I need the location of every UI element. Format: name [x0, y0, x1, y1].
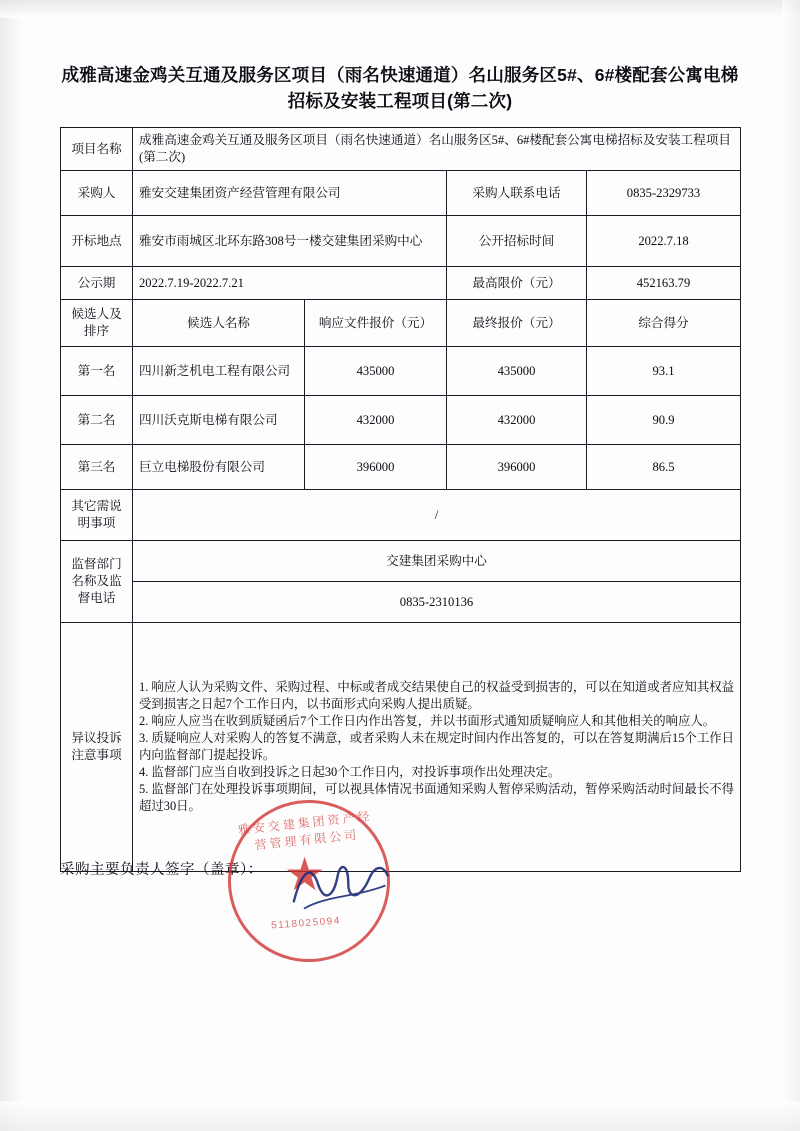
column-header-name: 候选人名称: [133, 300, 305, 347]
complaint-item-5: 5. 监督部门在处理投诉事项期间，可以视具体情况书面通知采购人暂停采购活动，暂停采购活动时间最长不得超过30日。: [139, 782, 735, 813]
label-bid-time: 公开招标时间: [447, 216, 587, 267]
seal-top-text: 雅安交建集团资产经营管理有限公司: [237, 809, 374, 853]
complaint-item-3: 3. 质疑响应人对采购人的答复不满意，或者采购人未在规定时间内作出答复的，可以在答复期满后15个工作日内向监督部门提起投诉。: [139, 731, 735, 762]
value-project-name: 成雅高速金鸡关互通及服务区项目（雨名快速通道）名山服务区5#、6#楼配套公寓电梯招标及安装工程项目(第二次): [133, 128, 741, 171]
table-row-complaint: [61, 623, 741, 872]
table-row-project-name: [61, 128, 741, 171]
scan-edge-top: [0, 0, 800, 18]
scan-edge-bottom: [0, 1101, 800, 1131]
candidate-rank-3: 第三名: [61, 445, 133, 490]
star-icon: ★: [284, 849, 326, 900]
table-row-candidate-1: [61, 347, 741, 396]
table-row-candidate-header: [61, 300, 741, 347]
table-row-publicity: [61, 267, 741, 300]
complaint-item-2: 2. 响应人应当在收到质疑函后7个工作日内作出答复，并以书面形式通知质疑响应人和其他相关的响应人。: [139, 714, 716, 728]
table-row-other: [61, 490, 741, 541]
table-row-bid-place: [61, 216, 741, 267]
column-header-response-price: 响应文件报价（元）: [305, 300, 447, 347]
candidate-name-1: 四川新芝机电工程有限公司: [133, 347, 305, 396]
candidate-final-price-1: 435000: [447, 347, 587, 396]
bid-result-table: [60, 127, 741, 872]
candidate-name-3: 巨立电梯股份有限公司: [133, 445, 305, 490]
value-supervisor-name: 交建集团采购中心: [133, 541, 741, 582]
label-publicity: 公示期: [61, 267, 133, 300]
label-buyer: 采购人: [61, 171, 133, 216]
label-project-name: 项目名称: [61, 128, 133, 171]
candidate-rank-2: 第二名: [61, 396, 133, 445]
table-row-candidate-2: [61, 396, 741, 445]
scan-edge-left: [0, 0, 26, 1131]
scan-edge-right: [782, 0, 800, 1131]
table-row-candidate-3: [61, 445, 741, 490]
table-row-supervisor-phone: [61, 582, 741, 623]
candidate-response-price-1: 435000: [305, 347, 447, 396]
label-complaint: 异议投诉注意事项: [61, 623, 133, 872]
candidate-score-3: 86.5: [587, 445, 741, 490]
label-max-price: 最高限价（元）: [447, 267, 587, 300]
table-row-buyer: [61, 171, 741, 216]
value-bid-place: 雅安市雨城区北环东路308号一楼交建集团采购中心: [133, 216, 447, 267]
candidate-score-1: 93.1: [587, 347, 741, 396]
candidate-rank-1: 第一名: [61, 347, 133, 396]
value-publicity: 2022.7.19-2022.7.21: [133, 267, 447, 300]
label-candidate-rank: 候选人及排序: [61, 300, 133, 347]
value-bid-time: 2022.7.18: [587, 216, 741, 267]
candidate-response-price-3: 396000: [305, 445, 447, 490]
label-bid-place: 开标地点: [61, 216, 133, 267]
candidate-score-2: 90.9: [587, 396, 741, 445]
candidate-response-price-2: 432000: [305, 396, 447, 445]
label-supervisor: 监督部门名称及监督电话: [61, 541, 133, 623]
complaint-item-1: 1. 响应人认为采购文件、采购过程、中标或者成交结果使自己的权益受到损害的，可以在知道或者应知其权益受到损害之日起7个工作日内，以书面形式向采购人提出质疑。: [139, 680, 735, 711]
candidate-final-price-3: 396000: [447, 445, 587, 490]
candidate-final-price-2: 432000: [447, 396, 587, 445]
signature-label: 采购主要负责人签字（盖章）：: [60, 862, 263, 878]
page-title: 成雅高速金鸡关互通及服务区项目（雨名快速通道）名山服务区5#、6#楼配套公寓电梯招标及安装工程项目(第二次): [61, 65, 739, 111]
value-buyer: 雅安交建集团资产经营管理有限公司: [133, 171, 447, 216]
seal-bottom-text: 5118025094: [270, 915, 342, 932]
label-buyer-phone: 采购人联系电话: [447, 171, 587, 216]
complaint-notes: [133, 623, 741, 872]
complaint-item-4: 4. 监督部门应当自收到投诉之日起30个工作日内，对投诉事项作出处理决定。: [139, 765, 561, 779]
value-buyer-phone: 0835-2329733: [587, 171, 741, 216]
table-row-supervisor-name: [61, 541, 741, 582]
value-supervisor-phone: 0835-2310136: [133, 582, 741, 623]
value-max-price: 452163.79: [587, 267, 741, 300]
value-other: /: [133, 490, 741, 541]
column-header-score: 综合得分: [587, 300, 741, 347]
label-other: 其它需说明事项: [61, 490, 133, 541]
column-header-final-price: 最终报价（元）: [447, 300, 587, 347]
candidate-name-2: 四川沃克斯电梯有限公司: [133, 396, 305, 445]
